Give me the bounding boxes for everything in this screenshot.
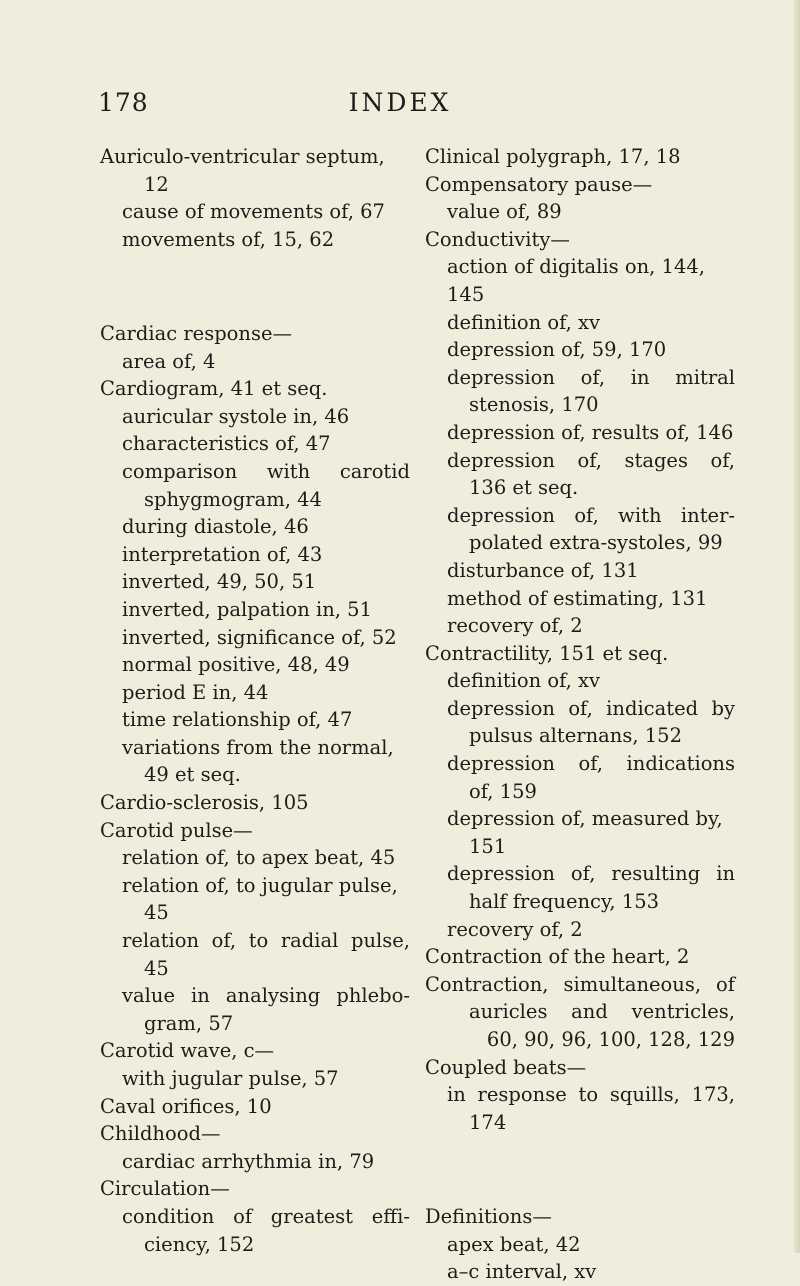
index-subentry: auricular systole in, 46: [122, 404, 350, 428]
page-number: 178: [98, 88, 149, 117]
index-heading: Caval orifices, 10: [100, 1094, 272, 1118]
index-heading: Definitions—: [425, 1204, 552, 1228]
index-subentry: time relationship of, 47: [122, 708, 353, 732]
page-edge-shadow: [794, 0, 800, 1253]
index-heading: Coupled beats—: [425, 1055, 587, 1079]
index-subentry: relation of, to apex beat, 45: [122, 846, 396, 870]
index-subentry: depression of, 59, 170: [447, 338, 667, 362]
index-subentry: inverted, palpation in, 51: [122, 597, 372, 621]
index-continuation: 49 et seq.: [144, 763, 241, 787]
index-heading: Compensatory pause—: [425, 172, 653, 196]
index-heading: Carotid pulse—: [100, 818, 253, 842]
index-subentry: relation of, to radial pulse,: [122, 929, 410, 953]
section-gap: [425, 1156, 735, 1184]
page-header: [0, 88, 800, 128]
index-heading: Contraction, simultaneous, of: [425, 972, 735, 996]
index-continuation: 60, 90, 96, 100, 128, 129: [486, 1028, 735, 1051]
index-subentry: interpretation of, 43: [122, 542, 323, 566]
index-continuation: gram, 57: [144, 1011, 234, 1035]
index-subentry: depression of, stages of,: [447, 448, 735, 472]
index-heading: Conductivity—: [425, 227, 570, 251]
index-subentry: disturbance of, 131: [447, 558, 639, 582]
index-subentry: a–c interval, xv: [447, 1260, 597, 1284]
index-subentry: inverted, 49, 50, 51: [122, 570, 317, 594]
index-continuation: of, 159: [469, 779, 537, 803]
index-continuation: 45: [144, 901, 169, 925]
index-subentry: variations from the normal,: [122, 735, 394, 759]
index-subentry: action of digitalis on, 144, 145: [447, 255, 705, 306]
index-continuation: 136 et seq.: [469, 476, 579, 500]
index-continuation: stenosis, 170: [469, 393, 599, 417]
index-subentry: recovery of, 2: [447, 917, 583, 941]
index-subentry: characteristics of, 47: [122, 432, 331, 456]
index-continuation: polated extra-systoles, 99: [469, 531, 723, 555]
index-heading: Circulation—: [100, 1177, 230, 1201]
index-heading: Childhood—: [100, 1122, 221, 1146]
index-subentry: area of, 4: [122, 349, 216, 373]
index-continuation: half frequency, 153: [469, 890, 660, 914]
index-subentry: during diastole, 46: [122, 515, 309, 539]
index-subentry: in response to squills, 173,: [447, 1083, 735, 1107]
index-subentry: apex beat, 42: [447, 1232, 581, 1256]
index-subentry: with jugular pulse, 57: [122, 1067, 339, 1090]
index-heading: Carotid wave, c—: [100, 1039, 275, 1063]
index-subentry: movements of, 15, 62: [122, 227, 335, 251]
index-subentry: cardiac arrhythmia in, 79: [122, 1149, 375, 1173]
index-subentry: value of, 89: [447, 200, 562, 224]
index-subentry: comparison with carotid: [122, 459, 410, 483]
index-subentry: relation of, to jugular pulse,: [122, 873, 398, 897]
index-subentry: depression of, with inter-: [447, 503, 735, 527]
index-continuation: sphygmogram, 44: [144, 487, 322, 511]
index-subentry: depression of, results of, 146: [447, 420, 734, 444]
index-continuation: 151: [469, 834, 507, 858]
index-heading: Cardio-sclerosis, 105: [100, 791, 309, 815]
index-subentry: depression of, measured by,: [447, 807, 723, 831]
index-continuation: ciency, 152: [144, 1232, 255, 1256]
index-heading: Auriculo-ventricular septum,: [100, 145, 385, 168]
index-continuation: 45: [144, 956, 169, 980]
index-subentry: condition of greatest effi-: [122, 1204, 410, 1228]
index-heading: Cardiogram, 41 et seq.: [100, 377, 328, 401]
index-heading: Clinical polygraph, 17, 18: [425, 145, 681, 168]
index-subentry: definition of, xv: [447, 669, 601, 693]
index-continuation: auricles and ventricles,: [469, 1000, 735, 1024]
index-subentry: inverted, significance of, 52: [122, 625, 397, 649]
index-continuation: 12: [144, 172, 169, 196]
index-subentry: period E in, 44: [122, 680, 269, 704]
index-subentry: recovery of, 2: [447, 614, 583, 638]
index-column-left: [100, 143, 410, 1258]
index-subentry: depression of, indicated by: [447, 696, 735, 720]
index-subentry: depression of, resulting in: [447, 862, 735, 886]
index-subentry: value in analysing phlebo-: [122, 984, 410, 1008]
section-gap: [100, 273, 410, 301]
index-continuation: 174: [469, 1110, 507, 1134]
index-heading: Contractility, 151 et seq.: [425, 641, 669, 665]
running-head: INDEX: [348, 88, 452, 117]
index-subentry: definition of, xv: [447, 310, 601, 334]
index-subentry: depression of, indications: [447, 752, 735, 776]
index-heading: Cardiac response—: [100, 321, 293, 345]
index-subentry: cause of movements of, 67: [122, 200, 385, 224]
index-column-right: [425, 143, 735, 1286]
index-subentry: normal positive, 48, 49: [122, 653, 350, 677]
index-subentry: method of estimating, 131: [447, 586, 708, 610]
index-continuation: pulsus alternans, 152: [469, 724, 682, 748]
index-heading: Contraction of the heart, 2: [425, 945, 690, 969]
index-subentry: depression of, in mitral: [447, 365, 735, 389]
